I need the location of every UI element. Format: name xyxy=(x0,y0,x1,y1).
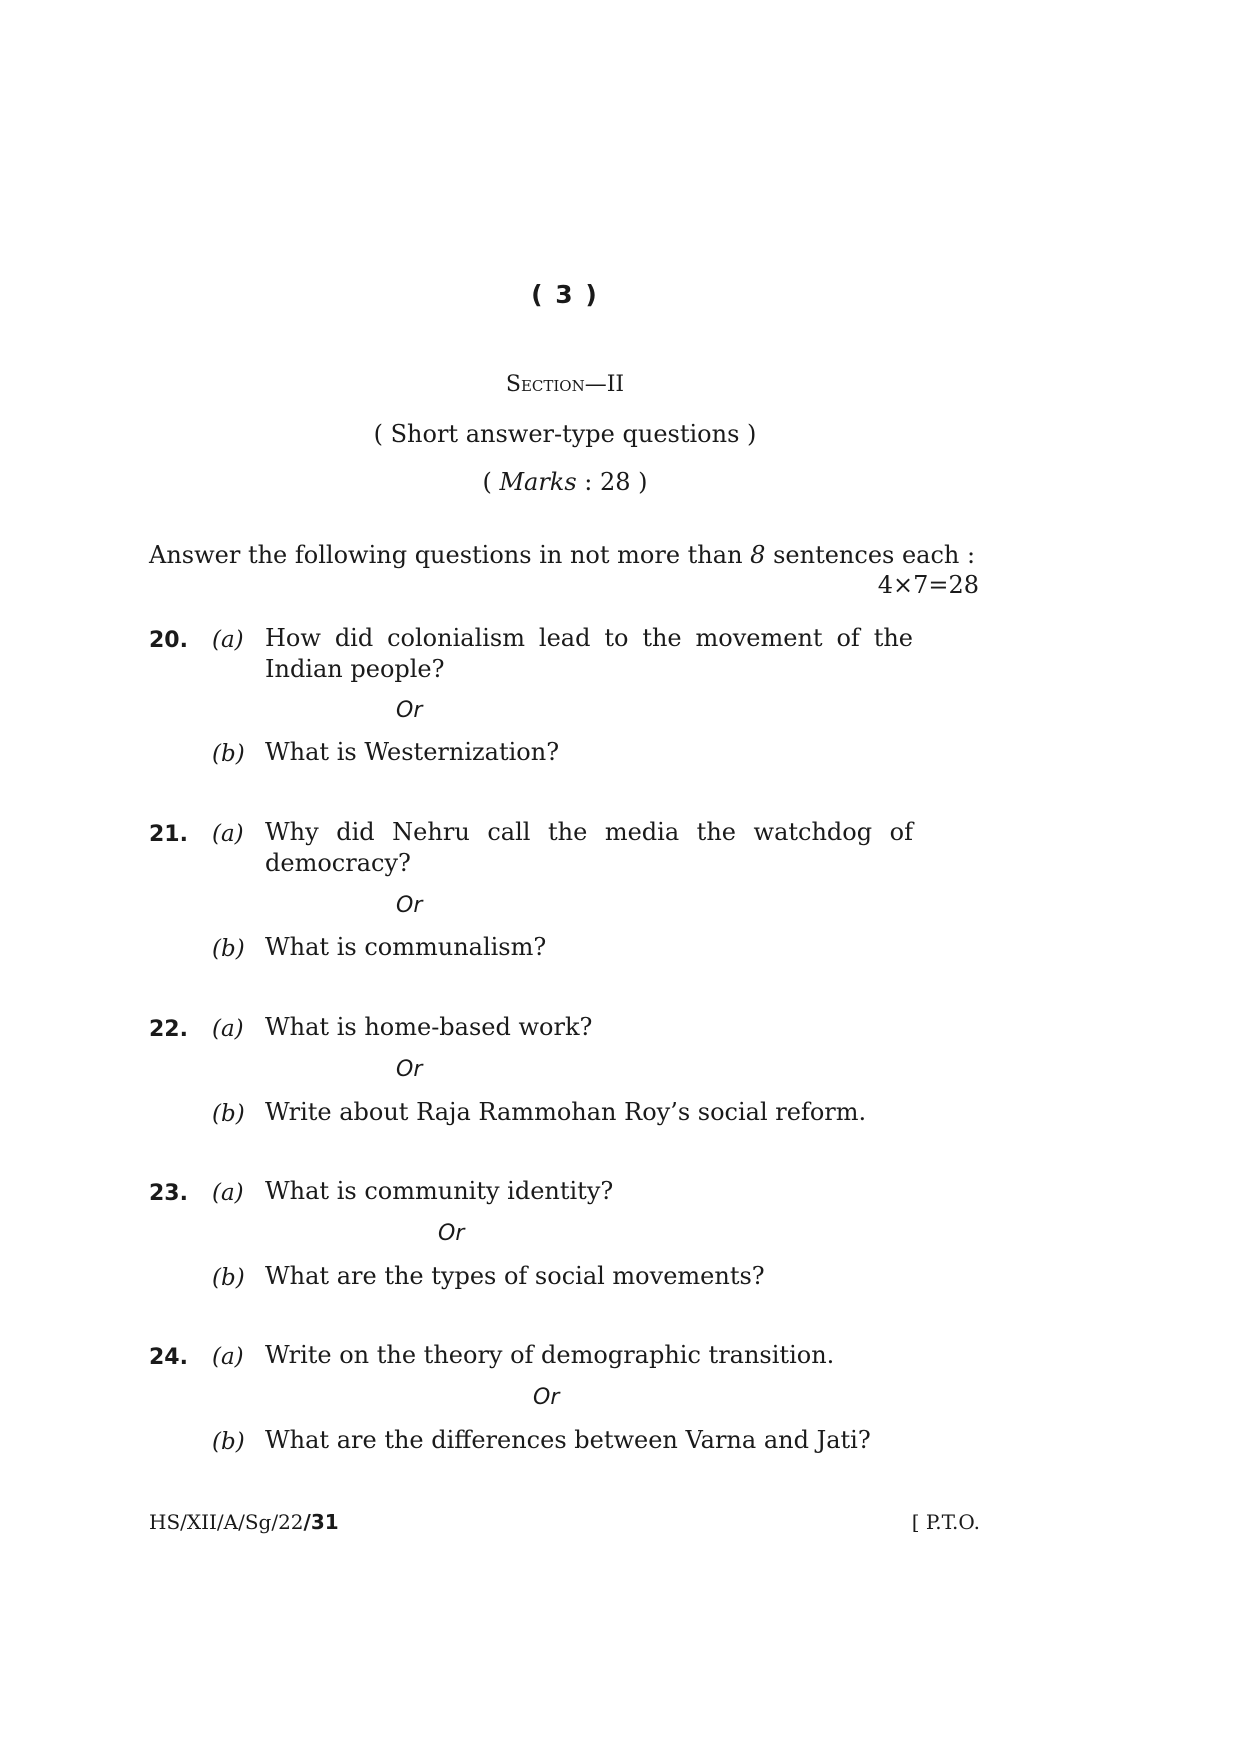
instruction-text-after: sentences each : xyxy=(773,541,976,569)
or-separator: Or xyxy=(396,893,423,918)
question-text: What is community identity? xyxy=(265,1177,614,1205)
page-number: ( 3 ) xyxy=(531,280,599,309)
instruction xyxy=(149,540,979,599)
section-subtitle: ( Short answer-type questions ) xyxy=(373,420,757,448)
marks-line: ( Marks : 28 ) xyxy=(482,468,648,496)
part-b-label: (b) xyxy=(212,741,245,767)
instruction-total-marks: 4×7=28 xyxy=(877,571,979,599)
question-text: Write on the theory of demographic transition. xyxy=(265,1341,835,1369)
paper-code-suffix: /31 xyxy=(303,1510,339,1534)
question-text: What is communalism? xyxy=(265,933,547,961)
part-b-label: (b) xyxy=(212,1429,245,1455)
marks-value: 28 xyxy=(600,468,631,496)
question-number: 23. xyxy=(149,1181,188,1206)
question-text: How did colonialism lead to the movement of the Indian people? xyxy=(265,624,913,683)
question-text: Why did Nehru call the media the watchdog of democracy? xyxy=(265,818,913,877)
question-number: 20. xyxy=(149,628,188,653)
part-a-label: (a) xyxy=(212,821,244,847)
question-number: 21. xyxy=(149,822,188,847)
part-a-label: (a) xyxy=(212,1016,244,1042)
instruction-number: 8 xyxy=(750,541,766,569)
part-b-label: (b) xyxy=(212,936,245,962)
marks-label: Marks xyxy=(499,468,577,496)
question-text: Write about Raja Rammohan Roy’s social reform. xyxy=(265,1098,867,1126)
part-a-label: (a) xyxy=(212,1180,244,1206)
paper-code xyxy=(149,1510,339,1534)
section-heading xyxy=(0,372,1130,397)
or-separator: Or xyxy=(438,1221,465,1246)
section-title: Section—II xyxy=(505,372,625,397)
question-number: 22. xyxy=(149,1017,188,1042)
or-separator: Or xyxy=(533,1385,560,1410)
question-text: What is home-based work? xyxy=(265,1013,593,1041)
part-b-label: (b) xyxy=(212,1265,245,1291)
part-b-label: (b) xyxy=(212,1101,245,1127)
or-separator: Or xyxy=(396,698,423,723)
part-a-label: (a) xyxy=(212,1344,244,1370)
part-a-label: (a) xyxy=(212,627,244,653)
question-number: 24. xyxy=(149,1345,188,1370)
paper-code-text: HS/XII/A/Sg/22 xyxy=(149,1510,304,1534)
question-text: What are the types of social movements? xyxy=(265,1262,765,1290)
pto-marker: [ P.T.O. xyxy=(911,1510,980,1534)
or-separator: Or xyxy=(396,1057,423,1082)
instruction-text-before: Answer the following questions in not more than xyxy=(149,541,743,569)
question-text: What is Westernization? xyxy=(265,738,560,766)
question-text: What are the differences between Varna and Jati? xyxy=(265,1426,871,1454)
